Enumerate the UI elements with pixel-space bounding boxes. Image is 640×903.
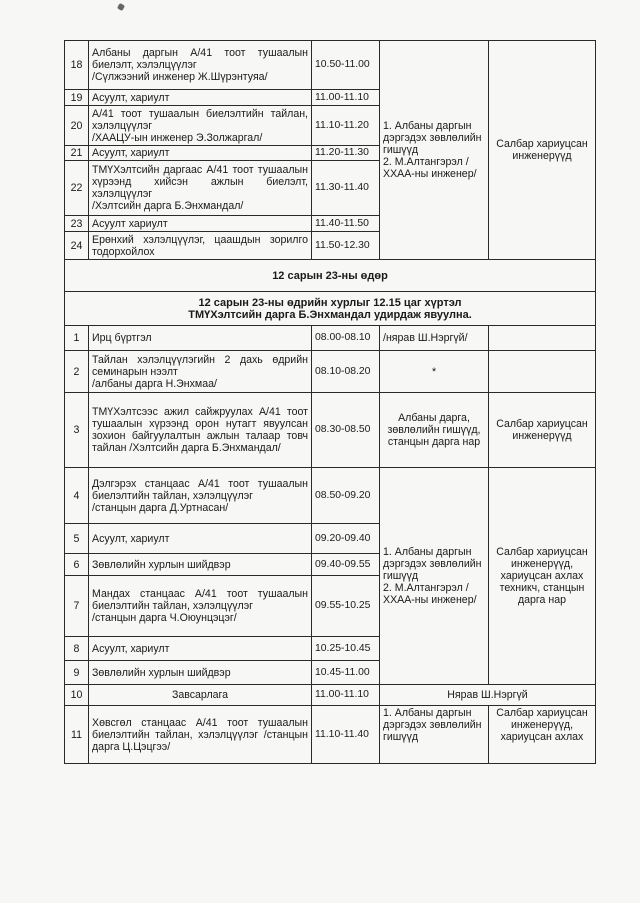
table-row — [65, 685, 596, 706]
row-number: 10 — [65, 685, 89, 706]
row-number: 21 — [65, 146, 89, 161]
time-cell: 11.20-11.30 — [312, 146, 380, 161]
time-cell: 09.55-10.25 — [312, 576, 380, 637]
table-row — [65, 468, 596, 524]
activity-cell: Асуулт, хариулт — [89, 524, 312, 554]
row-number: 24 — [65, 232, 89, 260]
row-number: 6 — [65, 554, 89, 576]
time-cell: 10.50-11.00 — [312, 41, 380, 90]
activity-cell: Зөвлөлийн хурлын шийдвэр — [89, 661, 312, 685]
activity-cell: Ерөнхий хэлэлцүүлэг, цаашдын зорилго тодорхойлох — [89, 232, 312, 260]
activity-cell: ТМҮХэлтсээс ажил сайжруулах А/41 тоот тушаалын хүрээнд орон нутагт явуулсан зохион байгуулалтын ажлын талаар товч тайлан /Хэлтсийн дарга Б.Энхмандал/ — [89, 393, 312, 468]
row-number: 9 — [65, 661, 89, 685]
row-number: 5 — [65, 524, 89, 554]
responsible-cell: 1. Албаны даргын дэргэдэх зөвлөлийн гишүүд — [380, 706, 489, 764]
row-number: 18 — [65, 41, 89, 90]
table-row — [65, 326, 596, 351]
responsible-cell: /нярав Ш.Нэргүй/ — [380, 326, 489, 351]
row-number: 22 — [65, 161, 89, 216]
activity-cell: Дэлгэрэх станцаас А/41 тоот тушаалын биелэлтийн тайлан, хэлэлцүүлэг /станцын дарга Д.Уртнасан/ — [89, 468, 312, 524]
time-cell: 10.45-11.00 — [312, 661, 380, 685]
row-number: 8 — [65, 637, 89, 661]
responsible-cell: Албаны дарга, зөвлөлийн гишүүд, станцын дарга нар — [380, 393, 489, 468]
responsible-cell: * — [380, 351, 489, 393]
activity-cell: А/41 тоот тушаалын биелэлтийн тайлан, хэлэлцүүлэг /ХААЦУ-ын инженер Э.Золжаргал/ — [89, 106, 312, 146]
responsible-cell: 1. Албаны даргын дэргэдэх зөвлөлийн гишүүд 2. М.Алтангэрэл /ХХАА-ны инженер/ — [380, 41, 489, 260]
activity-cell: ТМҮХэлтсийн даргаас А/41 тоот тушаалын хүрээнд хийсэн ажлын биелэлт, хэлэлцүүлэг /Хэлтсийн дарга Б.Энхмандал/ — [89, 161, 312, 216]
activity-cell: Зөвлөлийн хурлын шийдвэр — [89, 554, 312, 576]
table-row — [65, 393, 596, 468]
row-number: 1 — [65, 326, 89, 351]
row-number: 7 — [65, 576, 89, 637]
supervisor-cell: Салбар хариуцсан инженерүүд, хариуцсан ахлах техникч, станцын дарга нар — [489, 468, 596, 685]
time-cell: 10.25-10.45 — [312, 637, 380, 661]
activity-cell: Асуулт, хариулт — [89, 146, 312, 161]
supervisor-cell — [489, 351, 596, 393]
schedule-table — [64, 40, 596, 764]
activity-cell: Асуулт, хариулт — [89, 90, 312, 106]
row-number: 2 — [65, 351, 89, 393]
activity-cell: Хөвсгөл станцаас А/41 тоот тушаалын биелэлтийн тайлан, хэлэлцүүлэг /станцын дарга Ц.Цэцгээ/ — [89, 706, 312, 764]
time-cell: 08.10-08.20 — [312, 351, 380, 393]
time-cell: 11.50-12.30 — [312, 232, 380, 260]
row-number: 11 — [65, 706, 89, 764]
supervisor-cell: Салбар хариуцсан инженерүүд, хариуцсан ахлах — [489, 706, 596, 764]
time-cell: 11.00-11.10 — [312, 90, 380, 106]
supervisor-cell — [489, 326, 596, 351]
row-number: 19 — [65, 90, 89, 106]
time-cell: 08.50-09.20 — [312, 468, 380, 524]
activity-cell: Тайлан хэлэлцүүлэгийн 2 дахь өдрийн семинарын нээлт /албаны дарга Н.Энхмаа/ — [89, 351, 312, 393]
row-number: 3 — [65, 393, 89, 468]
scan-mark — [117, 3, 125, 11]
row-number: 4 — [65, 468, 89, 524]
day-header-row — [65, 260, 596, 292]
time-cell: 11.10-11.20 — [312, 106, 380, 146]
supervisor-cell: Салбар хариуцсан инженерүүд — [489, 393, 596, 468]
activity-cell: Мандах станцаас А/41 тоот тушаалын биелэлтийн тайлан, хэлэлцүүлэг /станцын дарга Ч.Оюунцэцэг/ — [89, 576, 312, 637]
notice-row — [65, 292, 596, 326]
table-row — [65, 351, 596, 393]
time-cell: 11.40-11.50 — [312, 216, 380, 232]
time-cell: 11.30-11.40 — [312, 161, 380, 216]
responsible-cell: Нярав Ш.Нэргүй — [380, 685, 596, 706]
responsible-cell: 1. Албаны даргын дэргэдэх зөвлөлийн гишүүд 2. М.Алтангэрэл /ХХАА-ны инженер/ — [380, 468, 489, 685]
activity-cell: Завсарлага — [89, 685, 312, 706]
row-number: 20 — [65, 106, 89, 146]
activity-cell: Ирц бүртгэл — [89, 326, 312, 351]
time-cell: 08.00-08.10 — [312, 326, 380, 351]
table-row — [65, 41, 596, 90]
activity-cell: Асуулт хариулт — [89, 216, 312, 232]
activity-cell: Асуулт, хариулт — [89, 637, 312, 661]
time-cell: 11.10-11.40 — [312, 706, 380, 764]
row-number: 23 — [65, 216, 89, 232]
day-header: 12 сарын 23-ны өдөр — [65, 260, 596, 292]
time-cell: 09.20-09.40 — [312, 524, 380, 554]
chair-notice: 12 сарын 23-ны өдрийн хурлыг 12.15 цаг хүртэл ТМҮХэлтсийн дарга Б.Энхмандал удирдаж явуулна. — [65, 292, 596, 326]
activity-cell: Албаны даргын А/41 тоот тушаалын биелэлт, хэлэлцүүлэг /Сүлжээний инженер Ж.Шүрэнтуяа/ — [89, 41, 312, 90]
table-row — [65, 706, 596, 764]
time-cell: 11.00-11.10 — [312, 685, 380, 706]
time-cell: 09.40-09.55 — [312, 554, 380, 576]
time-cell: 08.30-08.50 — [312, 393, 380, 468]
supervisor-cell: Салбар хариуцсан инженерүүд — [489, 41, 596, 260]
